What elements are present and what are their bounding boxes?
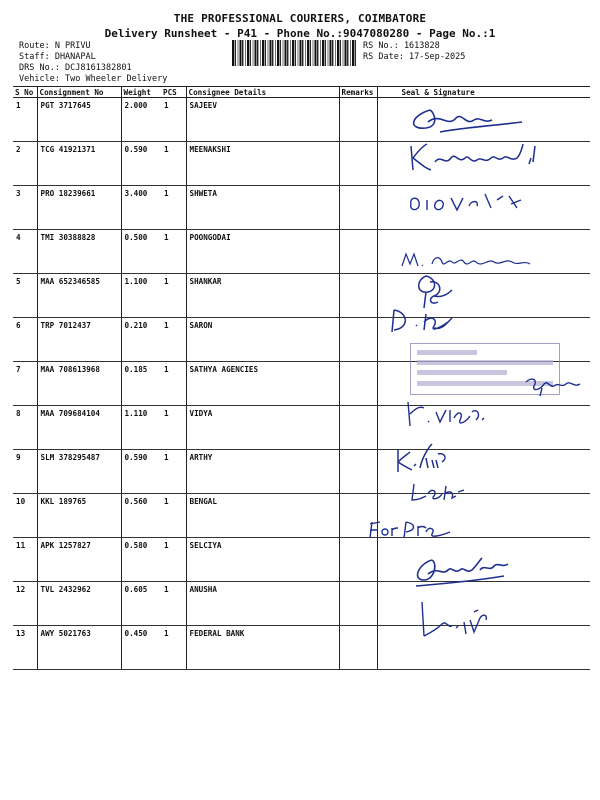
table-row [13,494,590,538]
row-consignment: PGT 3717645 [37,98,121,142]
row-consignment: AWY 5021763 [37,626,121,670]
table-row [13,450,590,494]
row-weight: 0.185 [121,362,161,406]
col-pcs: PCS [161,87,186,98]
row-sno: 4 [13,230,37,274]
row-consignee: VIDYA [186,406,339,450]
row-weight: 0.210 [121,318,161,362]
signature-row-11 [366,518,456,542]
col-sno: S No [13,87,37,98]
table-row [13,406,590,450]
company-title: THE PROFESSIONAL COURIERS, COIMBATORE [173,12,427,25]
row-remarks [339,406,377,450]
row-weight: 3.400 [121,186,161,230]
signature-row-13 [418,598,498,642]
row-consignee: SHWETA [186,186,339,230]
row-weight: 0.500 [121,230,161,274]
row-weight: 0.590 [121,450,161,494]
row-consignment: TRP 7012437 [37,318,121,362]
row-consignee: ANUSHA [186,582,339,626]
signature-row-4 [398,248,538,272]
row-consignee: SATHYA AGENCIES [186,362,339,406]
row-pcs: 1 [161,230,186,274]
barcode-icon [232,40,358,66]
signature-row-7 [522,372,592,398]
row-weight: 0.590 [121,142,161,186]
row-consignment: SLM 378295487 [37,450,121,494]
row-pcs: 1 [161,142,186,186]
row-consignment: MAA 709684104 [37,406,121,450]
row-remarks [339,538,377,582]
row-consignment: TMI 30388828 [37,230,121,274]
row-sno: 13 [13,626,37,670]
row-consignee: FEDERAL BANK [186,626,339,670]
signature-row-2 [405,140,555,176]
row-consignment: MAA 652346585 [37,274,121,318]
row-pcs: 1 [161,450,186,494]
row-consignment: APK 1257827 [37,538,121,582]
row-sno: 9 [13,450,37,494]
row-remarks [339,362,377,406]
row-sno: 2 [13,142,37,186]
row-pcs: 1 [161,626,186,670]
signature-row-10 [408,480,468,504]
signature-row-8 [402,398,492,432]
row-remarks [339,186,377,230]
row-remarks [339,98,377,142]
runsheet-subtitle: Delivery Runsheet - P41 - Phone No.:9047080280 - Page No.:1 [104,27,496,40]
row-consignee: SHANKAR [186,274,339,318]
row-sno: 5 [13,274,37,318]
col-weight: Weight [121,87,161,98]
row-consignee: POONGODAI [186,230,339,274]
staff-label: Staff: DHANAPAL [19,52,96,62]
row-weight: 0.605 [121,582,161,626]
drs-number: DRS No.: DCJ8161382801 [19,63,132,73]
row-remarks [339,626,377,670]
row-weight: 2.000 [121,98,161,142]
row-consignment: PRO 18239661 [37,186,121,230]
row-pcs: 1 [161,362,186,406]
vehicle-label: Vehicle: Two Wheeler Delivery [19,74,168,84]
row-pcs: 1 [161,98,186,142]
rs-number: RS No.: 1613828 [363,41,440,51]
row-pcs: 1 [161,318,186,362]
row-sno: 12 [13,582,37,626]
row-consignment: TCG 41921371 [37,142,121,186]
row-sno: 3 [13,186,37,230]
col-remarks: Remarks [339,87,377,98]
row-remarks [339,318,377,362]
row-sno: 1 [13,98,37,142]
row-pcs: 1 [161,406,186,450]
row-consignee: MEENAKSHI [186,142,339,186]
row-sno: 11 [13,538,37,582]
signature-row-12 [408,554,518,590]
row-remarks [339,142,377,186]
row-weight: 0.580 [121,538,161,582]
row-remarks [339,450,377,494]
row-sno: 10 [13,494,37,538]
rs-date: RS Date: 17-Sep-2025 [363,52,466,62]
table-row [13,626,590,670]
signature-row-6 [388,306,468,336]
row-consignment: TVL 2432962 [37,582,121,626]
row-remarks [339,230,377,274]
row-pcs: 1 [161,186,186,230]
row-pcs: 1 [161,582,186,626]
row-consignee: SAJEEV [186,98,339,142]
row-consignee: SELCIYA [186,538,339,582]
row-consignee: SARON [186,318,339,362]
row-sno: 7 [13,362,37,406]
signature-row-1 [400,102,530,138]
col-seal: Seal & Signature [377,87,590,98]
row-weight: 1.100 [121,274,161,318]
row-pcs: 1 [161,274,186,318]
table-row [13,274,590,318]
row-weight: 0.450 [121,626,161,670]
row-weight: 1.110 [121,406,161,450]
row-remarks [339,582,377,626]
row-consignment: KKL 189765 [37,494,121,538]
signature-row-9 [392,440,462,476]
row-consignment: MAA 708613968 [37,362,121,406]
row-consignee: BENGAL [186,494,339,538]
col-consignee: Consignee Details [186,87,339,98]
row-remarks [339,274,377,318]
row-consignee: ARTHY [186,450,339,494]
table-header-row [13,87,590,98]
row-weight: 0.560 [121,494,161,538]
col-consignment: Consignment No [37,87,121,98]
row-pcs: 1 [161,494,186,538]
route-label: Route: N PRIVU [19,41,91,51]
row-sno: 8 [13,406,37,450]
row-pcs: 1 [161,538,186,582]
signature-row-3 [405,188,535,216]
row-sno: 6 [13,318,37,362]
